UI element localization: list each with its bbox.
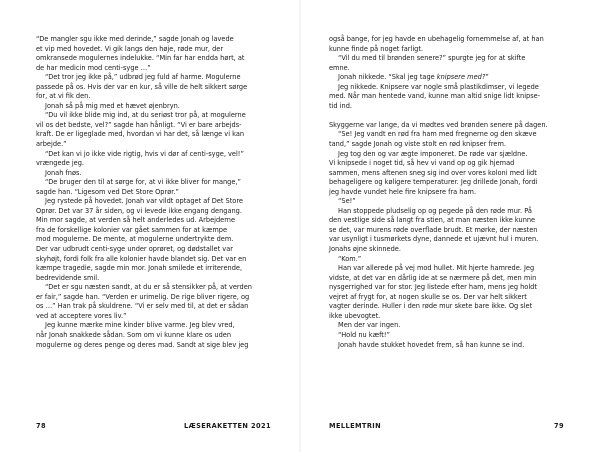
italic-phrase: knipsere med? — [436, 73, 486, 82]
text-line: tid ind. — [329, 101, 352, 110]
text-line: Jonah så på mig med et hævet øjenbryn. — [45, 101, 180, 110]
text-line: “De mangler sgu ikke med derinde,” sagde Jonah og lavede — [36, 35, 234, 43]
text-line: omkransede mogulernes indelukke. “Min far har endda hørt, at — [36, 54, 245, 63]
text-line: vidste, at det var en dårlig ide at se nærmere på det, men min — [329, 273, 537, 282]
text-line: Jeg nikkede. Knipsere var nogle små plastikdimser, vi legede — [338, 82, 539, 91]
text-line: “Det kan vi jo ikke vide rigtig, hvis vi dør af centi-syge, vel!” — [45, 149, 244, 158]
text-line: se det, var murens røde overflade brudt. Et mørke, der næsten — [329, 225, 538, 234]
right-page-text — [329, 35, 561, 350]
text-line: “Vil du med til brønden senere?” spurgte jeg for at skifte — [338, 54, 526, 63]
text-line: emne. — [329, 63, 350, 72]
text-line: Jonah nikkede. “Skal jeg tage knipsere med?” — [338, 73, 489, 82]
text-line: fra de forskellige kolonier var gået sammen for at kæmpe — [36, 225, 228, 234]
text-line: med. Når man hentede vand, kunne man altid snige lidt knipse- — [329, 92, 541, 101]
text-line: os …” Han trak på skuldrene. “Vi er selv med til, at det er sådan — [36, 302, 249, 311]
text-line: Jeg tog den og var ægte imponeret. De røde var sjældne. — [338, 149, 528, 158]
text-line: Jonahs øjne skinnede. — [329, 245, 401, 254]
text-line: ikke ubevogtet. — [329, 311, 381, 320]
text-line: passede på os. Hvis der var en kur, så ville de helt sikkert sørge — [36, 82, 248, 91]
text-line: sagde han. “Ligesom ved Det Store Oprør.” — [36, 187, 179, 196]
text-line: kæmpe tragedie, sagde min mor. Jonah smilede et irriterende, — [36, 264, 243, 273]
running-footer: MELLEMTRIN — [329, 422, 382, 430]
text-line: er fair,” sagde han. “Verden er urimelig. De rige bliver rigere, og — [36, 292, 250, 301]
text-line: Jonah fnøs. — [45, 168, 82, 177]
text-line: “Hold nu kæft!” — [338, 330, 390, 339]
text-line: de har medicin mod centi-syge …” — [36, 63, 151, 72]
text-line: “Se! Jeg vandt en rød fra ham med fregnerne og den skæve — [338, 130, 537, 139]
text-line: kunne finde på noget farligt. — [329, 44, 424, 53]
text-line: bedrevidende smil. — [36, 273, 100, 282]
running-footer: LÆSERAKETTEN 2021 — [183, 422, 271, 430]
text-line: Men der var ingen. — [338, 321, 401, 330]
text-line: nysgerrighed var for stor. Jeg listede efter ham, mens jeg holdt — [329, 283, 537, 292]
text-line: “Det tror jeg ikke på,” udbrød jeg fuld af harme. Mogulerne — [45, 73, 241, 82]
text-line: Min mor sagde, at verden så helt anderledes ud. Arbejderne — [36, 216, 236, 225]
left-page-text — [36, 35, 268, 350]
text-line: “Se!” — [338, 197, 356, 206]
text-line: et vip med hovedet. Vi gik langs den høje, røde mur, der — [36, 44, 224, 53]
text-line: også bange, for jeg havde en ubehagelig fornemmelse af, at han — [329, 35, 544, 43]
text-line: vrængede jeg. — [36, 159, 85, 168]
text-line: Oprør. Det var 37 år siden, og vi levede ikke engang dengang. — [36, 206, 242, 215]
text-line: Jeg kunne mærke mine kinder blive varme. Jeg blev vred, — [45, 321, 235, 330]
text-line: Vi knipsede i noget tid, så hev vi vand op og gik hjemad — [329, 159, 515, 168]
text-line: “De bruger den til at sørge for, at vi ikke bliver for mange,” — [45, 178, 241, 187]
text-line: sammen, mens aftenen sneg sig ind over vores koloni med lidt — [329, 168, 537, 177]
text-line: Han var allerede på vej mod hullet. Mit hjerte hamrede. Jeg — [338, 264, 535, 273]
text-line: mod mogulerne. De mente, at mogulerne undertrykte dem. — [36, 235, 234, 244]
text-line: Jeg rystede på hovedet. Jonah var vildt optaget af Det Store — [45, 197, 243, 206]
text-line: når Jonah snakkede sådan. Som om vi kunne klare os uden — [36, 330, 232, 339]
left-page — [0, 0, 299, 452]
text-line: ved at acceptere vores liv.” — [36, 311, 127, 320]
text-line: den vestlige side så langt fra stien, at man næsten ikke kunne — [329, 216, 536, 225]
text-line: arbejde.” — [36, 140, 67, 149]
text-line: Der var udbrudt centi-syge under oprøret, og dødstallet var — [36, 245, 233, 254]
text-line: “Det er sgu næsten sandt, at du er så stensikker på, at verden — [45, 283, 252, 292]
text-line: jeg havde vundet hele fire knipsere fra ham. — [329, 187, 477, 196]
text-line: “Kom.” — [338, 254, 362, 263]
page-number: 78 — [36, 422, 46, 430]
page-number: 79 — [554, 422, 564, 430]
text-line: for, at vi fik den. — [36, 92, 91, 101]
text-line: Han stoppede pludselig op og pegede på den røde mur. På — [338, 206, 532, 215]
text-line: skyhøjt, fordi folk fra alle kolonier havde blandet sig. Det var en — [36, 254, 247, 263]
text-line: vil os det bedste, vel?” sagde han hånligt. “Vi er bare arbejds- — [36, 120, 242, 129]
text-line: vejret af frygt for, at nogen skulle se os. Der var helt sikkert — [329, 292, 527, 301]
right-page — [301, 0, 600, 452]
text-line: “Du vil ikke blide mig ind, at du seriøst tror på, at mogulerne — [45, 111, 246, 120]
text-line: kraft. De er ligeglade med, hvordan vi har det, så længe vi kan — [36, 130, 245, 139]
text-line: Jonah havde stukket hovedet frem, så han kunne se ind. — [338, 340, 525, 349]
text-line: behageligere og køligere temperaturer. Jeg drillede Jonah, fordi — [329, 178, 538, 187]
text-line: vagter derinde. Huller i den røde mur skete bare ikke. Og slet — [329, 302, 533, 311]
text-line: Skyggerne var lange, da vi mødtes ved brønden senere på dagen. — [329, 120, 548, 129]
text-line: var usynligt i tusmørkets dyne, dannede et ujævnt hul i muren. — [329, 235, 539, 244]
text-line: tand,” sagde Jonah og viste stolt en rød knipser frem. — [329, 140, 506, 149]
text-line: mogulerne og deres penge og deres mad. Sandt at sige blev jeg — [36, 340, 249, 349]
